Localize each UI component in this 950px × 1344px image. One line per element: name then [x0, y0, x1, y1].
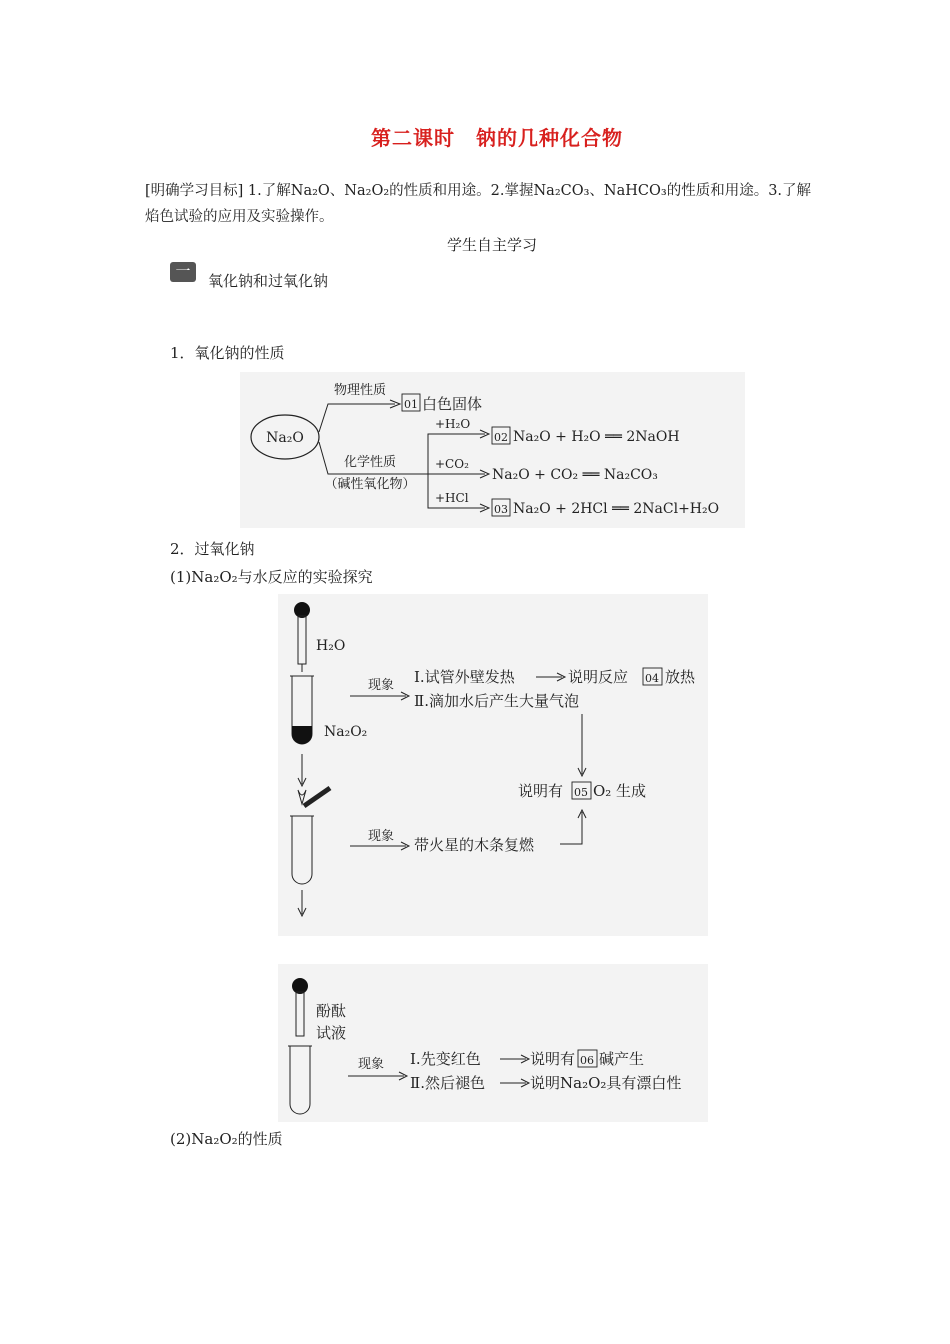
peroxide-water-diagram	[278, 594, 708, 936]
observation-bubbles: Ⅱ.滴加水后产生大量气泡	[414, 692, 579, 710]
chemical-sub: （碱性氧化物）	[324, 477, 416, 492]
water-label: H₂O	[316, 638, 346, 654]
subheading-peroxide-properties: (2)Na₂O₂的性质	[170, 1130, 283, 1148]
center-heading: 学生自主学习	[446, 236, 537, 254]
objectives-label: [明确学习目标]	[145, 183, 244, 199]
sodium-oxide-diagram	[240, 372, 745, 528]
observation-red: Ⅰ.先变红色	[410, 1050, 481, 1068]
section-badge: 一	[170, 262, 196, 282]
subheading-water-experiment: (1)Na₂O₂与水反应的实验探究	[170, 568, 373, 586]
observation-heat-conclusion: 说明反应	[568, 668, 629, 686]
page-title: 第二课时 钠的几种化合物	[371, 126, 623, 150]
learning-objectives	[145, 178, 825, 230]
peroxide-label: Na₂O₂	[324, 724, 368, 740]
blank-04: 04	[645, 672, 659, 685]
observation-splint: 带火星的木条复燃	[414, 836, 535, 854]
conclusion-prefix: 说明有	[518, 782, 564, 800]
blank-05: 05	[574, 786, 588, 799]
observation-fade: Ⅱ.然后褪色	[410, 1074, 485, 1092]
reaction-water: Na₂O + H₂O ══ 2NaOH	[513, 429, 680, 445]
chemical-label: 化学性质	[343, 455, 397, 470]
physical-value: 白色固体	[422, 395, 483, 413]
observation-heat: Ⅰ.试管外壁发热	[414, 668, 515, 686]
objectives-text: 1.了解Na₂O、Na₂O₂的性质和用途。2.掌握Na₂CO₃、NaHCO₃的性质和用途。3.了解焰色试验的应用及实验操作。	[145, 183, 812, 225]
observation-red-conclusion: 说明有	[530, 1050, 576, 1068]
node-label: Na₂O	[266, 430, 304, 446]
blank-01: 01	[404, 398, 418, 411]
conclusion-gas: O₂	[593, 782, 612, 800]
phenomenon-label-2: 现象	[368, 829, 395, 844]
observation-fade-conclusion: 说明Na₂O₂具有漂白性	[530, 1074, 682, 1092]
phenomenon-label-1: 现象	[368, 678, 395, 693]
conclusion-suffix: 生成	[616, 782, 647, 800]
blank-03: 03	[494, 503, 508, 516]
reagent-line-2: 试液	[316, 1024, 347, 1042]
reagent-water: +H₂O	[435, 417, 471, 431]
reagent-line-1: 酚酞	[316, 1002, 347, 1020]
blank-06: 06	[580, 1054, 594, 1067]
reagent-co2: +CO₂	[435, 457, 469, 471]
phenomenon-label-3: 现象	[358, 1057, 385, 1072]
phenolphthalein-diagram	[278, 964, 708, 1122]
blank-02: 02	[494, 431, 508, 444]
physical-label: 物理性质	[333, 383, 387, 398]
reaction-co2: Na₂O + CO₂ ══ Na₂CO₃	[492, 467, 658, 483]
section-title: 氧化钠和过氧化钠	[208, 272, 329, 290]
observation-red-result: 碱产生	[599, 1050, 645, 1068]
subheading-sodium-oxide: 1．氧化钠的性质	[170, 344, 285, 362]
observation-heat-result: 放热	[665, 668, 696, 686]
reaction-hcl: Na₂O + 2HCl ══ 2NaCl+H₂O	[513, 501, 720, 517]
subheading-sodium-peroxide: 2．过氧化钠	[170, 540, 255, 558]
reagent-hcl: +HCl	[435, 491, 469, 505]
